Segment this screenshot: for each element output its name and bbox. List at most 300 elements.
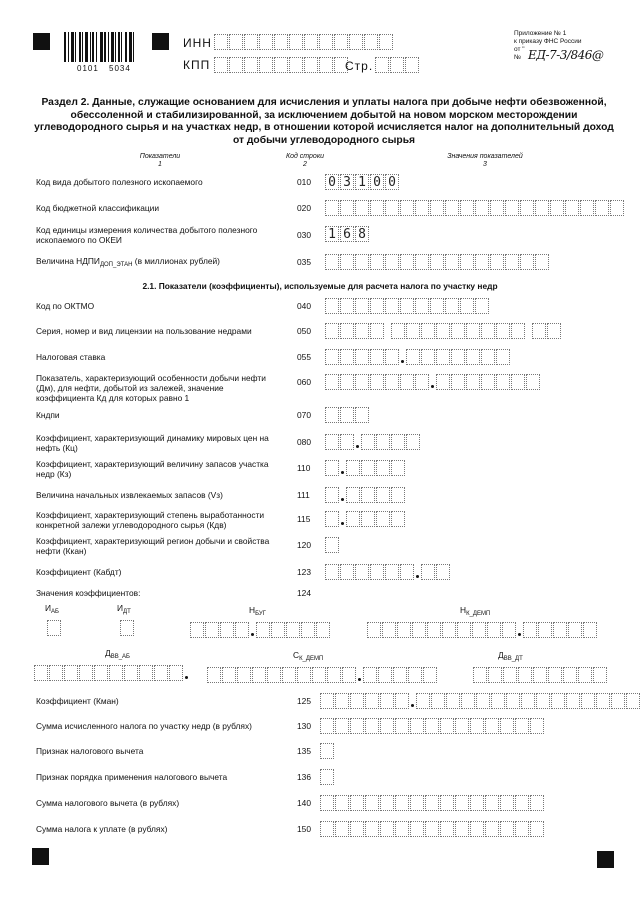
row-030-cells[interactable] (325, 226, 370, 242)
entry-cell[interactable] (316, 622, 330, 638)
coef-i-ab-cells[interactable] (47, 620, 62, 636)
entry-cell[interactable] (109, 665, 123, 681)
entry-cell[interactable] (610, 200, 624, 216)
entry-cell[interactable] (455, 718, 469, 734)
entry-cell[interactable] (520, 200, 534, 216)
entry-cell[interactable] (400, 254, 414, 270)
entry-cell[interactable] (355, 254, 369, 270)
entry-cell[interactable] (355, 407, 369, 423)
entry-cell[interactable] (340, 200, 354, 216)
entry-cell[interactable] (361, 511, 375, 527)
entry-cell[interactable] (47, 620, 61, 636)
entry-cell[interactable] (460, 298, 474, 314)
entry-cell[interactable] (235, 622, 249, 638)
entry-cell[interactable] (282, 667, 296, 683)
entry-cell[interactable]: 1 (325, 226, 339, 242)
entry-cell[interactable] (370, 374, 384, 390)
entry-cell[interactable] (267, 667, 281, 683)
entry-cell[interactable] (379, 34, 393, 50)
entry-cell[interactable] (553, 622, 567, 638)
entry-cell[interactable] (385, 374, 399, 390)
entry-cell[interactable] (460, 254, 474, 270)
entry-cell[interactable] (289, 34, 303, 50)
entry-cell[interactable] (154, 665, 168, 681)
entry-cell[interactable] (475, 298, 489, 314)
entry-cell[interactable] (580, 200, 594, 216)
entry-cell[interactable] (397, 622, 411, 638)
entry-cell[interactable] (340, 349, 354, 365)
entry-cell[interactable] (436, 564, 450, 580)
entry-cell[interactable] (380, 693, 394, 709)
entry-cell[interactable] (415, 254, 429, 270)
entry-cell[interactable] (466, 349, 480, 365)
entry-cell[interactable] (583, 622, 597, 638)
entry-cell[interactable] (391, 487, 405, 503)
entry-cell[interactable] (488, 667, 502, 683)
entry-cell[interactable] (415, 298, 429, 314)
row-111-cells[interactable] (325, 487, 406, 503)
entry-cell[interactable] (511, 374, 525, 390)
entry-cell[interactable] (578, 667, 592, 683)
entry-cell[interactable] (370, 323, 384, 339)
entry-cell[interactable] (327, 667, 341, 683)
entry-cell[interactable] (325, 374, 339, 390)
entry-cell[interactable] (385, 564, 399, 580)
entry-cell[interactable] (491, 693, 505, 709)
entry-cell[interactable] (563, 667, 577, 683)
entry-cell[interactable] (390, 57, 404, 73)
coef-s-k-demp-cells[interactable] (207, 667, 438, 683)
entry-cell[interactable] (430, 254, 444, 270)
entry-cell[interactable] (421, 564, 435, 580)
entry-cell[interactable] (626, 693, 640, 709)
entry-cell[interactable] (325, 323, 339, 339)
entry-cell[interactable] (461, 693, 475, 709)
entry-cell[interactable] (382, 622, 396, 638)
entry-cell[interactable] (335, 693, 349, 709)
entry-cell[interactable] (34, 665, 48, 681)
entry-cell[interactable] (595, 200, 609, 216)
entry-cell[interactable] (370, 298, 384, 314)
entry-cell[interactable] (425, 718, 439, 734)
entry-cell[interactable] (325, 200, 339, 216)
row-080-cells[interactable] (325, 434, 421, 450)
entry-cell[interactable] (380, 795, 394, 811)
entry-cell[interactable] (445, 298, 459, 314)
entry-cell[interactable] (274, 57, 288, 73)
row-050-cells[interactable] (325, 323, 562, 339)
entry-cell[interactable] (496, 374, 510, 390)
entry-cell[interactable] (361, 460, 375, 476)
entry-cell[interactable] (530, 795, 544, 811)
entry-cell[interactable] (342, 667, 356, 683)
entry-cell[interactable] (393, 667, 407, 683)
entry-cell[interactable] (490, 200, 504, 216)
entry-cell[interactable] (596, 693, 610, 709)
entry-cell[interactable] (365, 821, 379, 837)
entry-cell[interactable] (521, 693, 535, 709)
entry-cell[interactable] (380, 718, 394, 734)
entry-cell[interactable] (400, 564, 414, 580)
entry-cell[interactable] (466, 323, 480, 339)
entry-cell[interactable] (515, 718, 529, 734)
inn-cells[interactable] (214, 34, 394, 50)
entry-cell[interactable] (505, 200, 519, 216)
entry-cell[interactable] (455, 821, 469, 837)
entry-cell[interactable] (335, 795, 349, 811)
entry-cell[interactable] (530, 718, 544, 734)
coef-n-bug-cells[interactable] (190, 622, 331, 638)
entry-cell[interactable] (355, 564, 369, 580)
entry-cell[interactable] (376, 511, 390, 527)
entry-cell[interactable] (346, 487, 360, 503)
entry-cell[interactable] (319, 57, 333, 73)
entry-cell[interactable] (365, 718, 379, 734)
entry-cell[interactable] (363, 667, 377, 683)
entry-cell[interactable] (325, 537, 339, 553)
entry-cell[interactable] (431, 693, 445, 709)
row-020-cells[interactable] (325, 200, 625, 216)
entry-cell[interactable] (325, 254, 339, 270)
entry-cell[interactable] (445, 200, 459, 216)
entry-cell[interactable] (430, 298, 444, 314)
entry-cell[interactable] (451, 349, 465, 365)
row-060-cells[interactable] (325, 374, 541, 390)
entry-cell[interactable] (520, 254, 534, 270)
entry-cell[interactable] (378, 667, 392, 683)
entry-cell[interactable] (365, 693, 379, 709)
entry-cell[interactable] (535, 254, 549, 270)
entry-cell[interactable] (370, 200, 384, 216)
entry-cell[interactable] (470, 718, 484, 734)
row-136-cells[interactable] (320, 769, 335, 785)
entry-cell[interactable] (481, 349, 495, 365)
entry-cell[interactable] (391, 460, 405, 476)
entry-cell[interactable] (427, 622, 441, 638)
entry-cell[interactable] (385, 200, 399, 216)
entry-cell[interactable] (370, 564, 384, 580)
entry-cell[interactable] (593, 667, 607, 683)
entry-cell[interactable] (325, 511, 339, 527)
entry-cell[interactable] (335, 821, 349, 837)
page-cells[interactable] (375, 57, 420, 73)
entry-cell[interactable] (457, 622, 471, 638)
entry-cell[interactable] (304, 34, 318, 50)
entry-cell[interactable] (530, 821, 544, 837)
entry-cell[interactable] (325, 298, 339, 314)
entry-cell[interactable] (340, 434, 354, 450)
entry-cell[interactable] (244, 34, 258, 50)
row-110-cells[interactable] (325, 460, 406, 476)
entry-cell[interactable] (259, 34, 273, 50)
coef-d-vv-ab-cells[interactable] (34, 665, 190, 681)
entry-cell[interactable] (430, 200, 444, 216)
entry-cell[interactable] (506, 693, 520, 709)
entry-cell[interactable]: 0 (370, 174, 384, 190)
entry-cell[interactable] (455, 795, 469, 811)
entry-cell[interactable] (335, 718, 349, 734)
entry-cell[interactable] (391, 434, 405, 450)
entry-cell[interactable] (523, 622, 537, 638)
entry-cell[interactable] (391, 323, 405, 339)
entry-cell[interactable] (451, 323, 465, 339)
entry-cell[interactable] (376, 460, 390, 476)
entry-cell[interactable] (515, 795, 529, 811)
entry-cell[interactable] (325, 487, 339, 503)
entry-cell[interactable] (565, 200, 579, 216)
entry-cell[interactable] (487, 622, 501, 638)
row-135-cells[interactable] (320, 743, 335, 759)
entry-cell[interactable] (505, 254, 519, 270)
entry-cell[interactable] (423, 667, 437, 683)
entry-cell[interactable] (252, 667, 266, 683)
entry-cell[interactable] (320, 718, 334, 734)
entry-cell[interactable] (297, 667, 311, 683)
entry-cell[interactable] (473, 667, 487, 683)
entry-cell[interactable] (538, 622, 552, 638)
entry-cell[interactable] (481, 374, 495, 390)
entry-cell[interactable] (406, 323, 420, 339)
entry-cell[interactable] (442, 622, 456, 638)
entry-cell[interactable] (436, 374, 450, 390)
entry-cell[interactable] (533, 667, 547, 683)
entry-cell[interactable] (526, 374, 540, 390)
coef-i-dt-cells[interactable] (120, 620, 135, 636)
entry-cell[interactable] (361, 487, 375, 503)
entry-cell[interactable] (446, 693, 460, 709)
entry-cell[interactable] (340, 407, 354, 423)
entry-cell[interactable] (271, 622, 285, 638)
entry-cell[interactable] (547, 323, 561, 339)
entry-cell[interactable] (350, 795, 364, 811)
entry-cell[interactable] (410, 821, 424, 837)
entry-cell[interactable] (566, 693, 580, 709)
entry-cell[interactable] (481, 323, 495, 339)
coef-d-vv-dt-cells[interactable] (473, 667, 608, 683)
entry-cell[interactable] (139, 665, 153, 681)
entry-cell[interactable]: 0 (385, 174, 399, 190)
entry-cell[interactable] (214, 57, 228, 73)
entry-cell[interactable] (367, 622, 381, 638)
entry-cell[interactable] (355, 200, 369, 216)
entry-cell[interactable] (485, 718, 499, 734)
entry-cell[interactable] (49, 665, 63, 681)
entry-cell[interactable] (361, 434, 375, 450)
entry-cell[interactable] (79, 665, 93, 681)
entry-cell[interactable] (400, 374, 414, 390)
entry-cell[interactable]: 3 (340, 174, 354, 190)
entry-cell[interactable] (415, 200, 429, 216)
entry-cell[interactable] (440, 795, 454, 811)
entry-cell[interactable] (370, 254, 384, 270)
entry-cell[interactable] (346, 460, 360, 476)
entry-cell[interactable] (436, 349, 450, 365)
entry-cell[interactable] (355, 349, 369, 365)
entry-cell[interactable] (64, 665, 78, 681)
entry-cell[interactable] (485, 795, 499, 811)
entry-cell[interactable] (325, 564, 339, 580)
entry-cell[interactable] (502, 622, 516, 638)
entry-cell[interactable] (440, 821, 454, 837)
entry-cell[interactable] (490, 254, 504, 270)
entry-cell[interactable] (500, 718, 514, 734)
entry-cell[interactable] (532, 323, 546, 339)
entry-cell[interactable] (346, 511, 360, 527)
entry-cell[interactable] (325, 460, 339, 476)
row-010-cells[interactable] (325, 174, 400, 190)
entry-cell[interactable] (376, 434, 390, 450)
entry-cell[interactable] (476, 693, 490, 709)
entry-cell[interactable] (445, 254, 459, 270)
entry-cell[interactable] (511, 323, 525, 339)
row-125-cells[interactable] (320, 693, 640, 709)
entry-cell[interactable] (395, 718, 409, 734)
entry-cell[interactable] (325, 434, 339, 450)
row-040-cells[interactable] (325, 298, 490, 314)
entry-cell[interactable] (222, 667, 236, 683)
entry-cell[interactable] (380, 821, 394, 837)
row-055-cells[interactable] (325, 349, 511, 365)
entry-cell[interactable] (320, 769, 334, 785)
entry-cell[interactable] (440, 718, 454, 734)
entry-cell[interactable] (391, 511, 405, 527)
entry-cell[interactable] (214, 34, 228, 50)
entry-cell[interactable] (496, 323, 510, 339)
entry-cell[interactable] (496, 349, 510, 365)
entry-cell[interactable] (169, 665, 183, 681)
entry-cell[interactable] (256, 622, 270, 638)
entry-cell[interactable] (340, 564, 354, 580)
entry-cell[interactable] (304, 57, 318, 73)
entry-cell[interactable] (320, 693, 334, 709)
entry-cell[interactable] (408, 667, 422, 683)
entry-cell[interactable]: 8 (355, 226, 369, 242)
entry-cell[interactable] (405, 57, 419, 73)
entry-cell[interactable] (581, 693, 595, 709)
entry-cell[interactable] (301, 622, 315, 638)
entry-cell[interactable] (350, 693, 364, 709)
entry-cell[interactable] (350, 718, 364, 734)
entry-cell[interactable] (400, 200, 414, 216)
entry-cell[interactable] (340, 298, 354, 314)
entry-cell[interactable]: 1 (355, 174, 369, 190)
entry-cell[interactable] (385, 254, 399, 270)
entry-cell[interactable] (207, 667, 221, 683)
entry-cell[interactable] (451, 374, 465, 390)
entry-cell[interactable] (415, 374, 429, 390)
entry-cell[interactable] (340, 323, 354, 339)
entry-cell[interactable] (325, 349, 339, 365)
kpp-cells[interactable] (214, 57, 349, 73)
entry-cell[interactable] (400, 298, 414, 314)
entry-cell[interactable] (94, 665, 108, 681)
entry-cell[interactable] (385, 349, 399, 365)
entry-cell[interactable] (124, 665, 138, 681)
entry-cell[interactable] (205, 622, 219, 638)
row-115-cells[interactable] (325, 511, 406, 527)
entry-cell[interactable] (470, 795, 484, 811)
entry-cell[interactable] (425, 821, 439, 837)
row-035-cells[interactable] (325, 254, 550, 270)
entry-cell[interactable] (385, 298, 399, 314)
entry-cell[interactable] (259, 57, 273, 73)
entry-cell[interactable] (334, 34, 348, 50)
row-150-cells[interactable] (320, 821, 545, 837)
entry-cell[interactable] (376, 487, 390, 503)
entry-cell[interactable] (611, 693, 625, 709)
entry-cell[interactable] (349, 34, 363, 50)
entry-cell[interactable]: 0 (325, 174, 339, 190)
entry-cell[interactable] (395, 795, 409, 811)
entry-cell[interactable] (436, 323, 450, 339)
entry-cell[interactable] (229, 57, 243, 73)
row-140-cells[interactable] (320, 795, 545, 811)
entry-cell[interactable] (500, 795, 514, 811)
entry-cell[interactable] (551, 693, 565, 709)
entry-cell[interactable]: 6 (340, 226, 354, 242)
entry-cell[interactable] (237, 667, 251, 683)
entry-cell[interactable] (410, 718, 424, 734)
row-123-cells[interactable] (325, 564, 451, 580)
entry-cell[interactable] (320, 821, 334, 837)
entry-cell[interactable] (370, 349, 384, 365)
entry-cell[interactable] (340, 374, 354, 390)
entry-cell[interactable] (425, 795, 439, 811)
entry-cell[interactable] (365, 795, 379, 811)
entry-cell[interactable] (536, 693, 550, 709)
entry-cell[interactable] (395, 821, 409, 837)
entry-cell[interactable] (535, 200, 549, 216)
entry-cell[interactable] (319, 34, 333, 50)
entry-cell[interactable] (355, 323, 369, 339)
entry-cell[interactable] (515, 821, 529, 837)
entry-cell[interactable] (220, 622, 234, 638)
entry-cell[interactable] (472, 622, 486, 638)
coef-n-k-demp-cells[interactable] (367, 622, 598, 638)
entry-cell[interactable] (289, 57, 303, 73)
entry-cell[interactable] (355, 298, 369, 314)
entry-cell[interactable] (548, 667, 562, 683)
entry-cell[interactable] (475, 254, 489, 270)
entry-cell[interactable] (500, 821, 514, 837)
entry-cell[interactable] (421, 349, 435, 365)
entry-cell[interactable] (395, 693, 409, 709)
entry-cell[interactable] (406, 434, 420, 450)
entry-cell[interactable] (466, 374, 480, 390)
entry-cell[interactable] (190, 622, 204, 638)
entry-cell[interactable] (229, 34, 243, 50)
row-070-cells[interactable] (325, 407, 370, 423)
entry-cell[interactable] (460, 200, 474, 216)
entry-cell[interactable] (340, 254, 354, 270)
entry-cell[interactable] (421, 323, 435, 339)
entry-cell[interactable] (412, 622, 426, 638)
entry-cell[interactable] (470, 821, 484, 837)
row-120-cells[interactable] (325, 537, 340, 553)
row-130-cells[interactable] (320, 718, 545, 734)
entry-cell[interactable] (320, 743, 334, 759)
entry-cell[interactable] (568, 622, 582, 638)
entry-cell[interactable] (364, 34, 378, 50)
entry-cell[interactable] (120, 620, 134, 636)
entry-cell[interactable] (355, 374, 369, 390)
entry-cell[interactable] (325, 407, 339, 423)
entry-cell[interactable] (406, 349, 420, 365)
entry-cell[interactable] (416, 693, 430, 709)
entry-cell[interactable] (244, 57, 258, 73)
entry-cell[interactable] (286, 622, 300, 638)
entry-cell[interactable] (503, 667, 517, 683)
